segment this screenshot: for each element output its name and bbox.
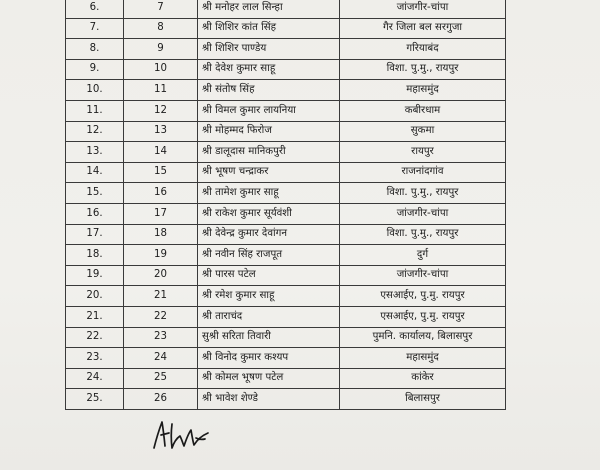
serial-number-cell: 15. — [66, 183, 124, 204]
posting-place-cell: गरियाबंद — [340, 39, 506, 60]
table-row — [66, 121, 506, 142]
table-row — [66, 162, 506, 183]
seniority-number-cell: 18 — [124, 224, 198, 245]
serial-number-cell: 18. — [66, 245, 124, 266]
serial-number-cell: 22. — [66, 327, 124, 348]
seniority-number-cell: 23 — [124, 327, 198, 348]
seniority-number-cell: 19 — [124, 245, 198, 266]
posting-place-cell: विशा. पु.मु., रायपुर — [340, 224, 506, 245]
officer-name-cell: श्री शिशिर कांत सिंह — [198, 18, 340, 39]
officer-name-cell: श्री डालूदास मानिकपुरी — [198, 142, 340, 163]
posting-place-cell: जांजगीर-चांपा — [340, 265, 506, 286]
posting-place-cell: दुर्ग — [340, 245, 506, 266]
officer-name-cell: श्री नवीन सिंह राजपूत — [198, 245, 340, 266]
table-row — [66, 348, 506, 369]
posting-place-cell: महासमुंद — [340, 80, 506, 101]
table-row — [66, 59, 506, 80]
table-row — [66, 100, 506, 121]
seniority-number-cell: 7 — [124, 0, 198, 18]
seniority-number-cell: 17 — [124, 203, 198, 224]
seniority-number-cell: 20 — [124, 265, 198, 286]
serial-number-cell: 14. — [66, 162, 124, 183]
posting-place-cell: एसआईए, पु.मु. रायपुर — [340, 306, 506, 327]
seniority-number-cell: 21 — [124, 286, 198, 307]
table-row — [66, 327, 506, 348]
officer-name-cell: श्री रमेश कुमार साहू — [198, 286, 340, 307]
serial-number-cell: 19. — [66, 265, 124, 286]
officer-name-cell: श्री मनोहर लाल सिन्हा — [198, 0, 340, 18]
seniority-number-cell: 10 — [124, 59, 198, 80]
serial-number-cell: 8. — [66, 39, 124, 60]
serial-number-cell: 11. — [66, 100, 124, 121]
serial-number-cell: 9. — [66, 59, 124, 80]
posting-place-cell: जांजगीर-चांपा — [340, 203, 506, 224]
serial-number-cell: 25. — [66, 389, 124, 410]
table-row — [66, 245, 506, 266]
officer-name-cell: श्री राकेश कुमार सूर्यवंशी — [198, 203, 340, 224]
posting-place-cell: जांजगीर-चांपा — [340, 0, 506, 18]
seniority-number-cell: 16 — [124, 183, 198, 204]
table-row — [66, 142, 506, 163]
seniority-number-cell: 8 — [124, 18, 198, 39]
officer-name-cell: श्री कोमल भूषण पटेल — [198, 368, 340, 389]
officer-name-cell: सुश्री सरिता तिवारी — [198, 327, 340, 348]
table-row — [66, 389, 506, 410]
officer-name-cell: श्री पारस पटेल — [198, 265, 340, 286]
officer-name-cell: श्री विनोद कुमार कश्यप — [198, 348, 340, 369]
table-row — [66, 0, 506, 18]
table-row — [66, 306, 506, 327]
posting-place-cell: एसआईए, पु.मु. रायपुर — [340, 286, 506, 307]
officer-name-cell: श्री तामेश कुमार साहू — [198, 183, 340, 204]
posting-place-cell: कांकेर — [340, 368, 506, 389]
serial-number-cell: 10. — [66, 80, 124, 101]
posting-place-cell: महासमुंद — [340, 348, 506, 369]
officer-name-cell: श्री ताराचंद — [198, 306, 340, 327]
serial-number-cell: 12. — [66, 121, 124, 142]
posting-place-cell: विशा. पु.मु., रायपुर — [340, 59, 506, 80]
posting-place-cell: पुमनि. कार्यालय, बिलासपुर — [340, 327, 506, 348]
table-row — [66, 183, 506, 204]
table-row — [66, 18, 506, 39]
posting-place-cell: सुकमा — [340, 121, 506, 142]
seniority-number-cell: 15 — [124, 162, 198, 183]
posting-place-cell: रायपुर — [340, 142, 506, 163]
seniority-number-cell: 11 — [124, 80, 198, 101]
serial-number-cell: 23. — [66, 348, 124, 369]
seniority-number-cell: 12 — [124, 100, 198, 121]
officer-name-cell: श्री शिशिर पाण्डेय — [198, 39, 340, 60]
officer-name-cell: श्री विमल कुमार लायनिया — [198, 100, 340, 121]
serial-number-cell: 17. — [66, 224, 124, 245]
seniority-number-cell: 13 — [124, 121, 198, 142]
table-body — [66, 0, 506, 409]
posting-place-cell: विशा. पु.मु., रायपुर — [340, 183, 506, 204]
serial-number-cell: 6. — [66, 0, 124, 18]
officer-name-cell: श्री भूषण चन्द्राकर — [198, 162, 340, 183]
table-row — [66, 286, 506, 307]
posting-place-cell: बिलासपुर — [340, 389, 506, 410]
seniority-number-cell: 22 — [124, 306, 198, 327]
serial-number-cell: 13. — [66, 142, 124, 163]
table-row — [66, 265, 506, 286]
serial-number-cell: 24. — [66, 368, 124, 389]
serial-number-cell: 16. — [66, 203, 124, 224]
officer-name-cell: श्री भावेश शेण्डे — [198, 389, 340, 410]
serial-number-cell: 7. — [66, 18, 124, 39]
officer-name-cell: श्री देवेन्द्र कुमार देवांगन — [198, 224, 340, 245]
table-row — [66, 80, 506, 101]
table-row — [66, 368, 506, 389]
serial-number-cell: 21. — [66, 306, 124, 327]
table-row — [66, 203, 506, 224]
posting-place-cell: राजनांदगांव — [340, 162, 506, 183]
seniority-number-cell: 26 — [124, 389, 198, 410]
seniority-number-cell: 24 — [124, 348, 198, 369]
transfer-list-table — [65, 0, 506, 410]
officer-name-cell: श्री मोहम्मद फिरोज — [198, 121, 340, 142]
officer-name-cell: श्री संतोष सिंह — [198, 80, 340, 101]
seniority-number-cell: 9 — [124, 39, 198, 60]
posting-place-cell: कबीरधाम — [340, 100, 506, 121]
seniority-number-cell: 14 — [124, 142, 198, 163]
table-row — [66, 224, 506, 245]
posting-place-cell: गैर जिला बल सरगुजा — [340, 18, 506, 39]
seniority-number-cell: 25 — [124, 368, 198, 389]
table-row — [66, 39, 506, 60]
handwritten-signature — [150, 418, 214, 454]
officer-name-cell: श्री देवेश कुमार साहू — [198, 59, 340, 80]
serial-number-cell: 20. — [66, 286, 124, 307]
